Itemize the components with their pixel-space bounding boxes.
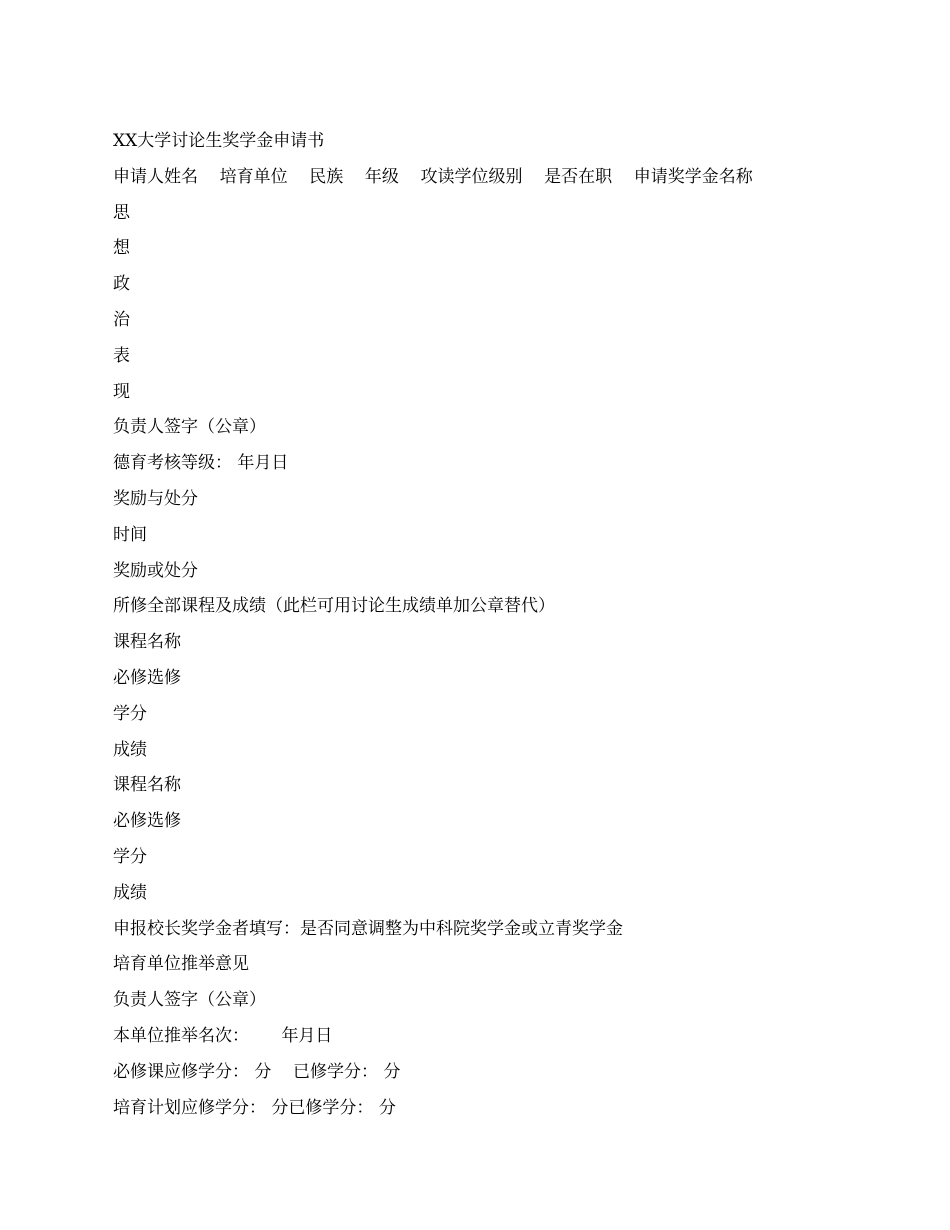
course-type-header: 必修选修 (113, 667, 181, 688)
required-credits-row (113, 1055, 893, 1091)
earned-credits-unit: 分 (383, 1061, 401, 1082)
unit-opinion-label: 培育单位推举意见 (113, 954, 249, 975)
rank-row (113, 1019, 893, 1055)
rank-label: 本单位推举名次： (113, 1025, 249, 1046)
moral-grade-row (113, 446, 893, 482)
scholarship-name-label: 申请奖学金名称 (633, 166, 753, 187)
awards-type-label: 奖励或处分 (113, 560, 198, 581)
header-fields-row (113, 160, 893, 196)
awards-section-title: 奖励与处分 (113, 488, 198, 509)
course-name-header: 课程名称 (113, 775, 181, 796)
political-label-char: 现 (113, 381, 130, 402)
required-credits-label: 必修课应修学分： (113, 1061, 249, 1082)
course-type-header: 必修选修 (113, 811, 181, 832)
plan-credits-row (113, 1091, 893, 1127)
signature-label-2: 负责人签字（公章） (113, 990, 266, 1011)
political-label-char: 想 (113, 238, 130, 259)
course-score-header: 成绩 (113, 882, 147, 903)
plan-credits-unit: 分 (271, 1097, 289, 1118)
course-credits-header: 学分 (113, 846, 147, 867)
course-credits-header: 学分 (113, 703, 147, 724)
political-label-char: 思 (113, 202, 130, 223)
required-credits-unit: 分 (254, 1061, 272, 1082)
date-label-1: 年月日 (237, 453, 289, 474)
degree-level-label: 攻读学位级别 (420, 166, 523, 187)
plan-earned-label: 已修学分： (288, 1097, 374, 1118)
signature-label-1: 负责人签字（公章） (113, 417, 266, 438)
political-label-char: 政 (113, 274, 130, 295)
political-label-char: 治 (113, 309, 130, 330)
document-body (113, 124, 893, 1126)
plan-credits-label: 培育计划应修学分： (113, 1097, 266, 1118)
plan-earned-unit: 分 (378, 1097, 396, 1118)
on-job-label: 是否在职 (544, 166, 613, 187)
unit-label: 培育单位 (219, 166, 288, 187)
ethnicity-label: 民族 (309, 166, 344, 187)
political-label-char: 表 (113, 345, 130, 366)
document-title: XX大学讨论生奖学金申请书 (113, 131, 325, 151)
earned-credits-label: 已修学分： (293, 1061, 379, 1082)
date-label-2: 年月日 (281, 1025, 333, 1046)
moral-grade-label: 德育考核等级： (113, 453, 232, 474)
courses-section-title: 所修全部课程及成绩（此栏可用讨论生成绩单加公章替代） (113, 596, 555, 617)
applicant-name-label: 申请人姓名 (113, 166, 198, 187)
grade-label: 年级 (364, 166, 399, 187)
course-name-header: 课程名称 (113, 632, 181, 653)
president-scholarship-note: 申报校长奖学金者填写：是否同意调整为中科院奖学金或立青奖学金 (113, 918, 623, 939)
awards-time-label: 时间 (113, 524, 147, 545)
course-score-header: 成绩 (113, 739, 147, 760)
